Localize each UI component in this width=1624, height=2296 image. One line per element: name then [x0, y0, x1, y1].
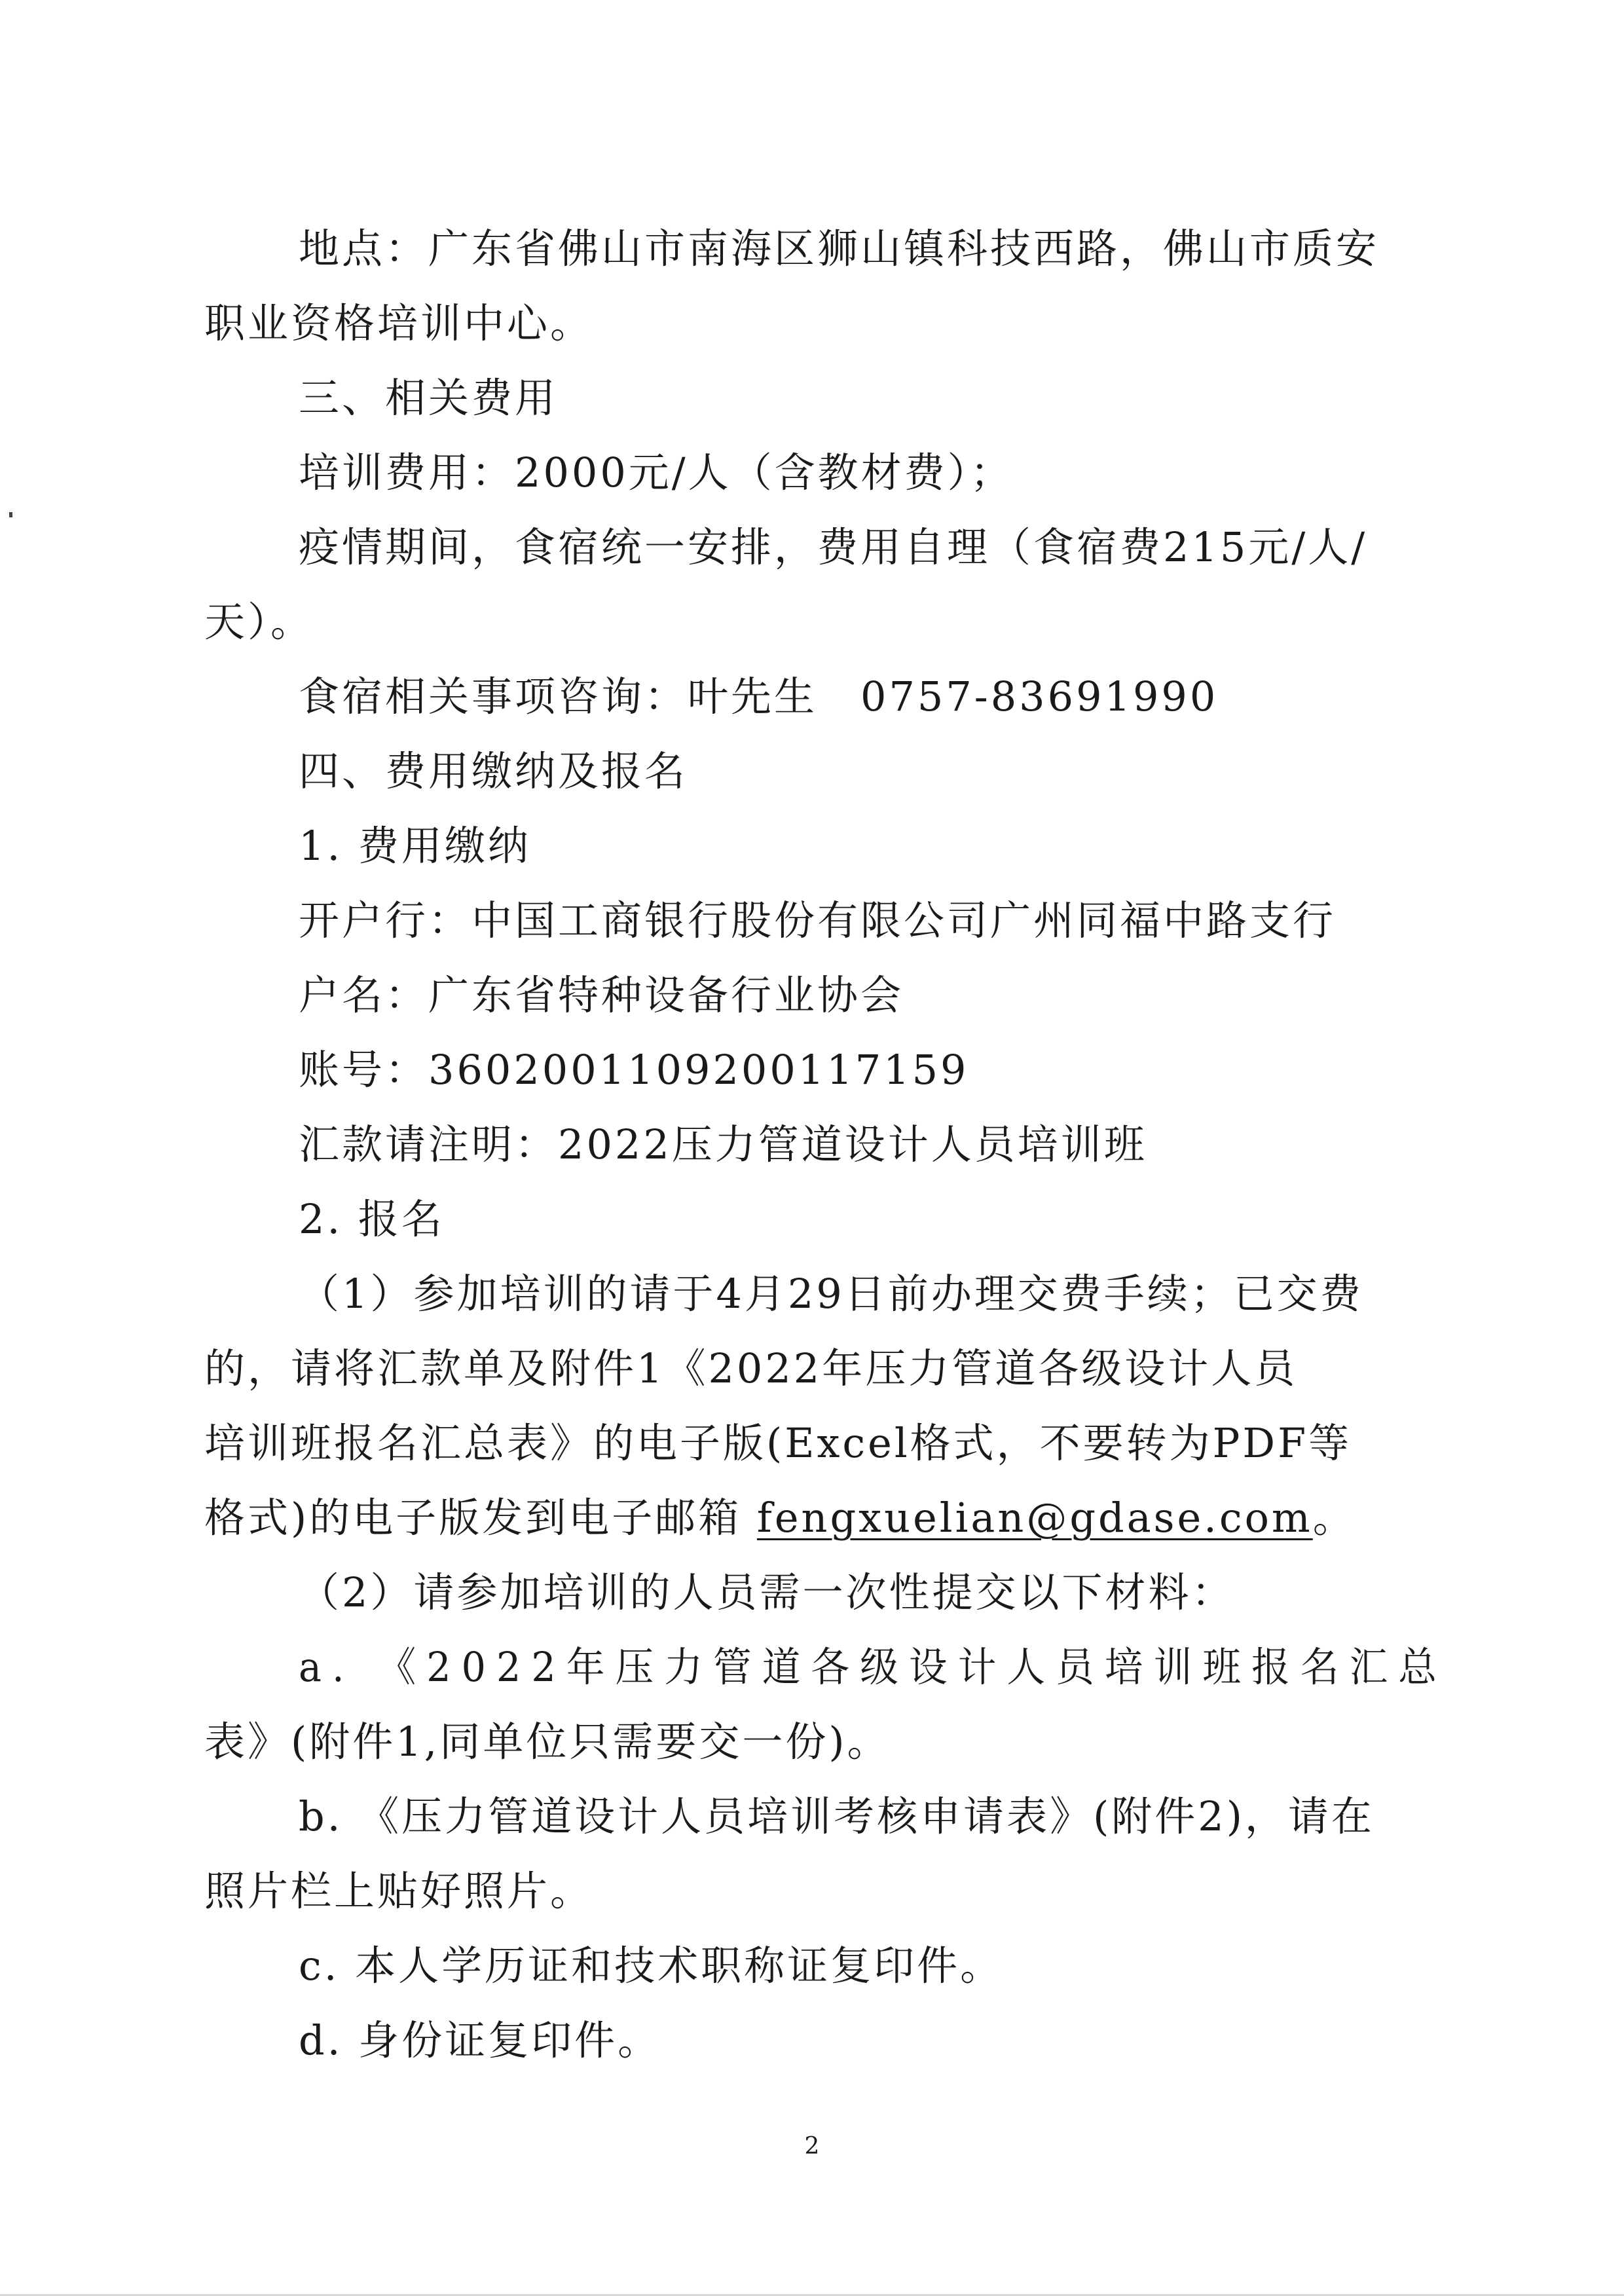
subheading-registration: 2. 报名 — [299, 1195, 445, 1243]
email-link[interactable]: fengxuelian@gdase.com — [756, 1494, 1313, 1542]
scan-artifact — [9, 512, 12, 517]
section-heading-payment: 四、费用缴纳及报名 — [299, 747, 688, 795]
list-item-b: b. 《压力管道设计人员培训考核申请表》(附件2)，请在 — [299, 1792, 1375, 1840]
text-line-registration-1: （1）参加培训的请于4月29日前办理交费手续；已交费 — [299, 1270, 1363, 1318]
text-line-lodging: 疫情期间，食宿统一安排，费用自理（食宿费215元/人/ — [299, 523, 1368, 571]
text-line-lodging-contact: 食宿相关事项咨询：叶先生 0757-83691990 — [299, 673, 1219, 720]
list-item-b-cont: 照片栏上贴好照片。 — [204, 1867, 594, 1915]
page-number: 2 — [804, 2133, 820, 2160]
text-line-training-fee: 培训费用：2000元/人（含教材费）； — [299, 449, 1014, 496]
section-heading-fees: 三、相关费用 — [299, 374, 559, 422]
text-line-registration-4 — [204, 1492, 1356, 1544]
subheading-payment: 1. 费用缴纳 — [299, 822, 531, 870]
text-line-account-name: 户名：广东省特种设备行业协会 — [299, 971, 904, 1019]
list-item-c: c. 本人学历证和技术职称证复印件。 — [299, 1942, 1004, 1990]
list-item-d: d. 身份证复印件。 — [299, 2016, 661, 2064]
text-line-account-number: 账号：3602001109200117159 — [299, 1046, 969, 1094]
text-line-bank: 开户行：中国工商银行股份有限公司广州同福中路支行 — [299, 897, 1337, 944]
text-line-registration-2: 的，请将汇款单及附件1《2022年压力管道各级设计人员 — [204, 1344, 1298, 1392]
text-line-lodging-cont: 天）。 — [204, 598, 314, 646]
text-line-registration-4-end: 。 — [1312, 1494, 1356, 1542]
text-line-location: 地点：广东省佛山市南海区狮山镇科技西路，佛山市质安 — [299, 225, 1380, 272]
text-line-location-cont: 职业资格培训中心。 — [204, 299, 594, 347]
text-line-materials-intro: （2）请参加培训的人员需一次性提交以下材料： — [299, 1568, 1235, 1616]
list-item-a-cont: 表》(附件1,同单位只需要交一份)。 — [204, 1718, 891, 1766]
text-line-registration-4-text: 格式)的电子版发到电子邮箱 — [204, 1494, 742, 1542]
text-line-registration-3: 培训班报名汇总表》的电子版(Excel格式，不要转为PDF等 — [204, 1419, 1352, 1467]
list-item-a: a. 《2022年压力管道各级设计人员培训班报名汇总 — [299, 1643, 1448, 1691]
text-line-remittance-note: 汇款请注明：2022压力管道设计人员培训班 — [299, 1120, 1147, 1168]
